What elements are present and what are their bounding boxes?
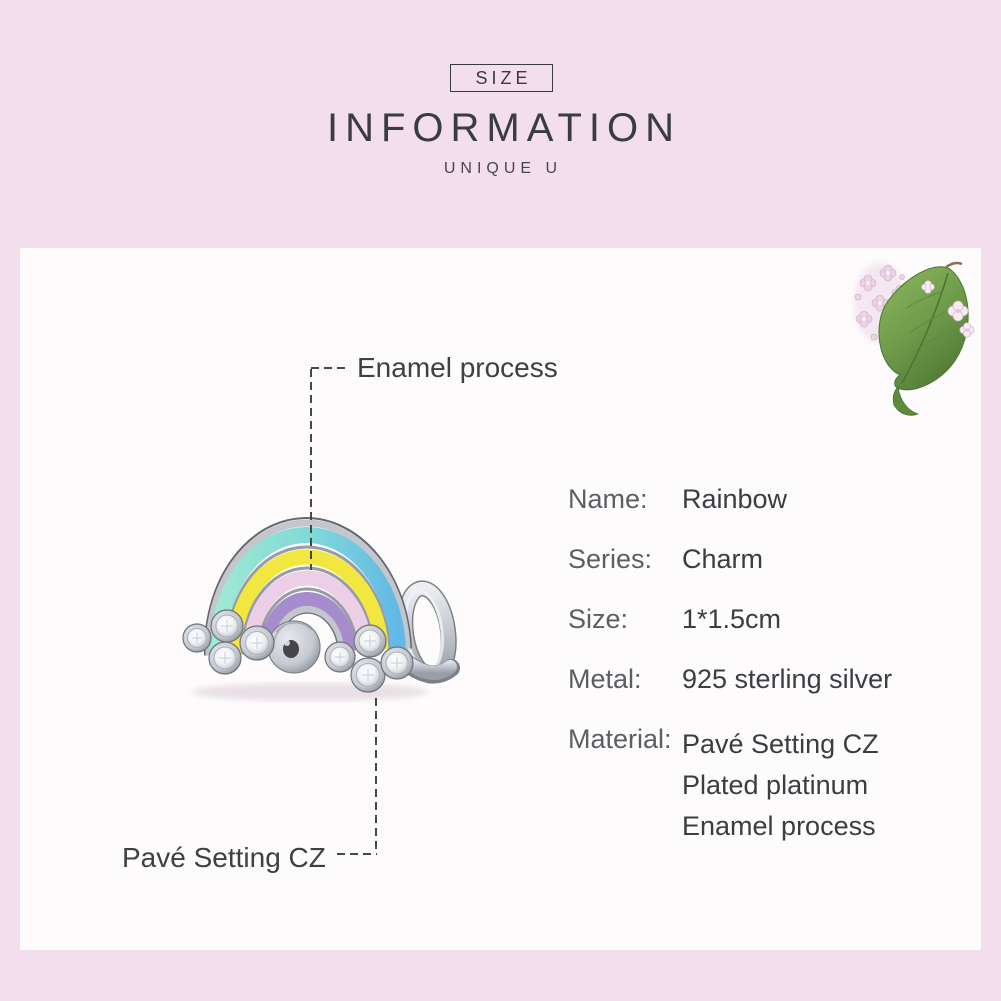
annotation-enamel-label: Enamel process	[357, 352, 558, 383]
spec-label: Name:	[568, 484, 648, 514]
pave-leader-line-vertical	[375, 698, 377, 854]
pave-leader-line-horizontal	[337, 853, 377, 855]
spec-row-name	[568, 484, 787, 515]
enamel-leader-line-horizontal	[311, 367, 348, 369]
spec-value-line: Pavé Setting CZ	[682, 729, 879, 759]
charm-shadow	[192, 683, 428, 701]
leaf-flower-decoration	[850, 247, 985, 422]
rainbow-charm-image	[175, 500, 485, 715]
page-subtitle: UNIQUE U	[443, 160, 563, 177]
spec-value: Rainbow	[682, 484, 788, 514]
spec-row-material	[568, 724, 879, 847]
charm-core-barrel	[268, 621, 320, 673]
spec-value-line: Enamel process	[682, 811, 876, 841]
spec-label: Metal:	[568, 664, 642, 694]
spec-label: Material:	[568, 724, 672, 754]
spec-label: Series:	[568, 544, 653, 574]
spec-value: 1*1.5cm	[682, 604, 782, 634]
spec-value: 925 sterling silver	[682, 664, 893, 694]
enamel-leader-line-vertical	[310, 369, 312, 570]
spec-value-line: Plated platinum	[682, 770, 869, 800]
annotation-pave-label: Pavé Setting CZ	[122, 842, 326, 873]
spec-value: Charm	[682, 544, 764, 574]
spec-row-size	[568, 604, 781, 635]
spec-label: Size:	[568, 604, 629, 634]
spec-row-series	[568, 544, 763, 575]
spec-row-metal	[568, 664, 892, 695]
page-title: INFORMATION	[326, 106, 681, 150]
size-badge	[450, 64, 553, 92]
spec-value-multiline	[682, 724, 879, 847]
size-badge-label: SIZE	[475, 67, 532, 88]
